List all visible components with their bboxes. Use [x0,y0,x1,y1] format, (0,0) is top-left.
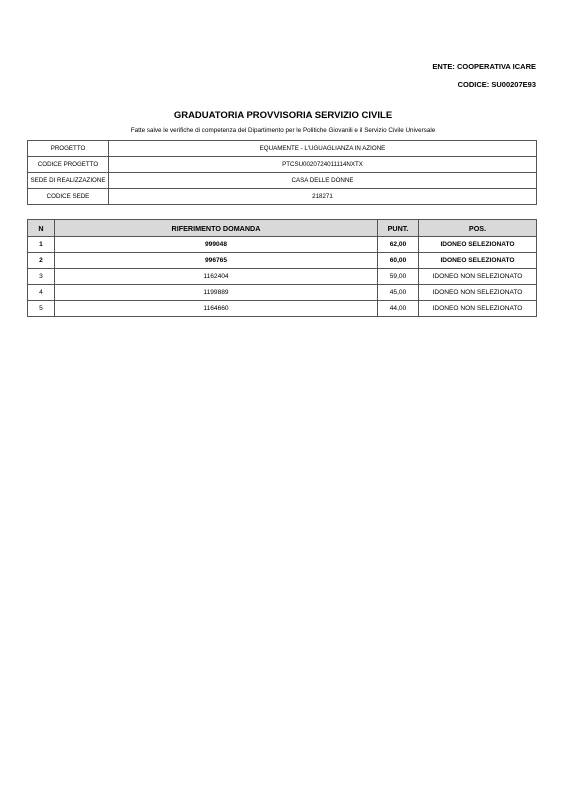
table-row [28,253,537,269]
table-row [28,237,537,253]
cell-riferimento: 999048 [55,237,378,253]
cell-punt: 45,00 [378,285,419,301]
cell-n: 3 [28,269,55,285]
header-pos: POS. [419,220,537,237]
header-riferimento: RIFERIMENTO DOMANDA [55,220,378,237]
table-row [28,269,537,285]
info-row [28,173,537,189]
info-row [28,157,537,173]
ranking-header-row [28,220,537,237]
page-title: GRADUATORIA PROVVISORIA SERVIZIO CIVILE [173,110,393,121]
cell-n: 5 [28,301,55,317]
cell-riferimento: 1199889 [55,285,378,301]
cell-punt: 44,00 [378,301,419,317]
cell-punt: 59,00 [378,269,419,285]
ente-label: ENTE: COOPERATIVA ICARE [432,62,536,71]
codice-label: CODICE: SU00207E93 [457,80,536,89]
info-row [28,141,537,157]
cell-pos: IDONEO NON SELEZIONATO [419,285,537,301]
info-value: PTCSU0020724011114NXTX [109,157,537,173]
cell-pos: IDONEO SELEZIONATO [419,237,537,253]
info-row [28,189,537,205]
cell-n: 2 [28,253,55,269]
cell-punt: 60,00 [378,253,419,269]
cell-n: 4 [28,285,55,301]
table-row [28,301,537,317]
info-label: PROGETTO [28,141,109,157]
cell-pos: IDONEO NON SELEZIONATO [419,269,537,285]
info-value: EQUAMENTE - L'UGUAGLIANZA IN AZIONE [109,141,537,157]
cell-pos: IDONEO SELEZIONATO [419,253,537,269]
info-label: CODICE PROGETTO [28,157,109,173]
info-value: 218271 [109,189,537,205]
cell-pos: IDONEO NON SELEZIONATO [419,301,537,317]
cell-riferimento: 996765 [55,253,378,269]
header-n: N [28,220,55,237]
info-label: CODICE SEDE [28,189,109,205]
cell-riferimento: 1164660 [55,301,378,317]
cell-n: 1 [28,237,55,253]
info-value: CASA DELLE DONNE [109,173,537,189]
project-info-table [27,140,537,205]
ranking-table [27,219,537,317]
header-punt: PUNT. [378,220,419,237]
cell-punt: 62,00 [378,237,419,253]
table-row [28,285,537,301]
cell-riferimento: 1162404 [55,269,378,285]
page-subtitle: Fatte salve le verifiche di competenza del Dipartimento per le Politiche Giovanili e il Servizio Civile Universale [130,127,436,134]
info-label: SEDE DI REALIZZAZIONE [28,173,109,189]
